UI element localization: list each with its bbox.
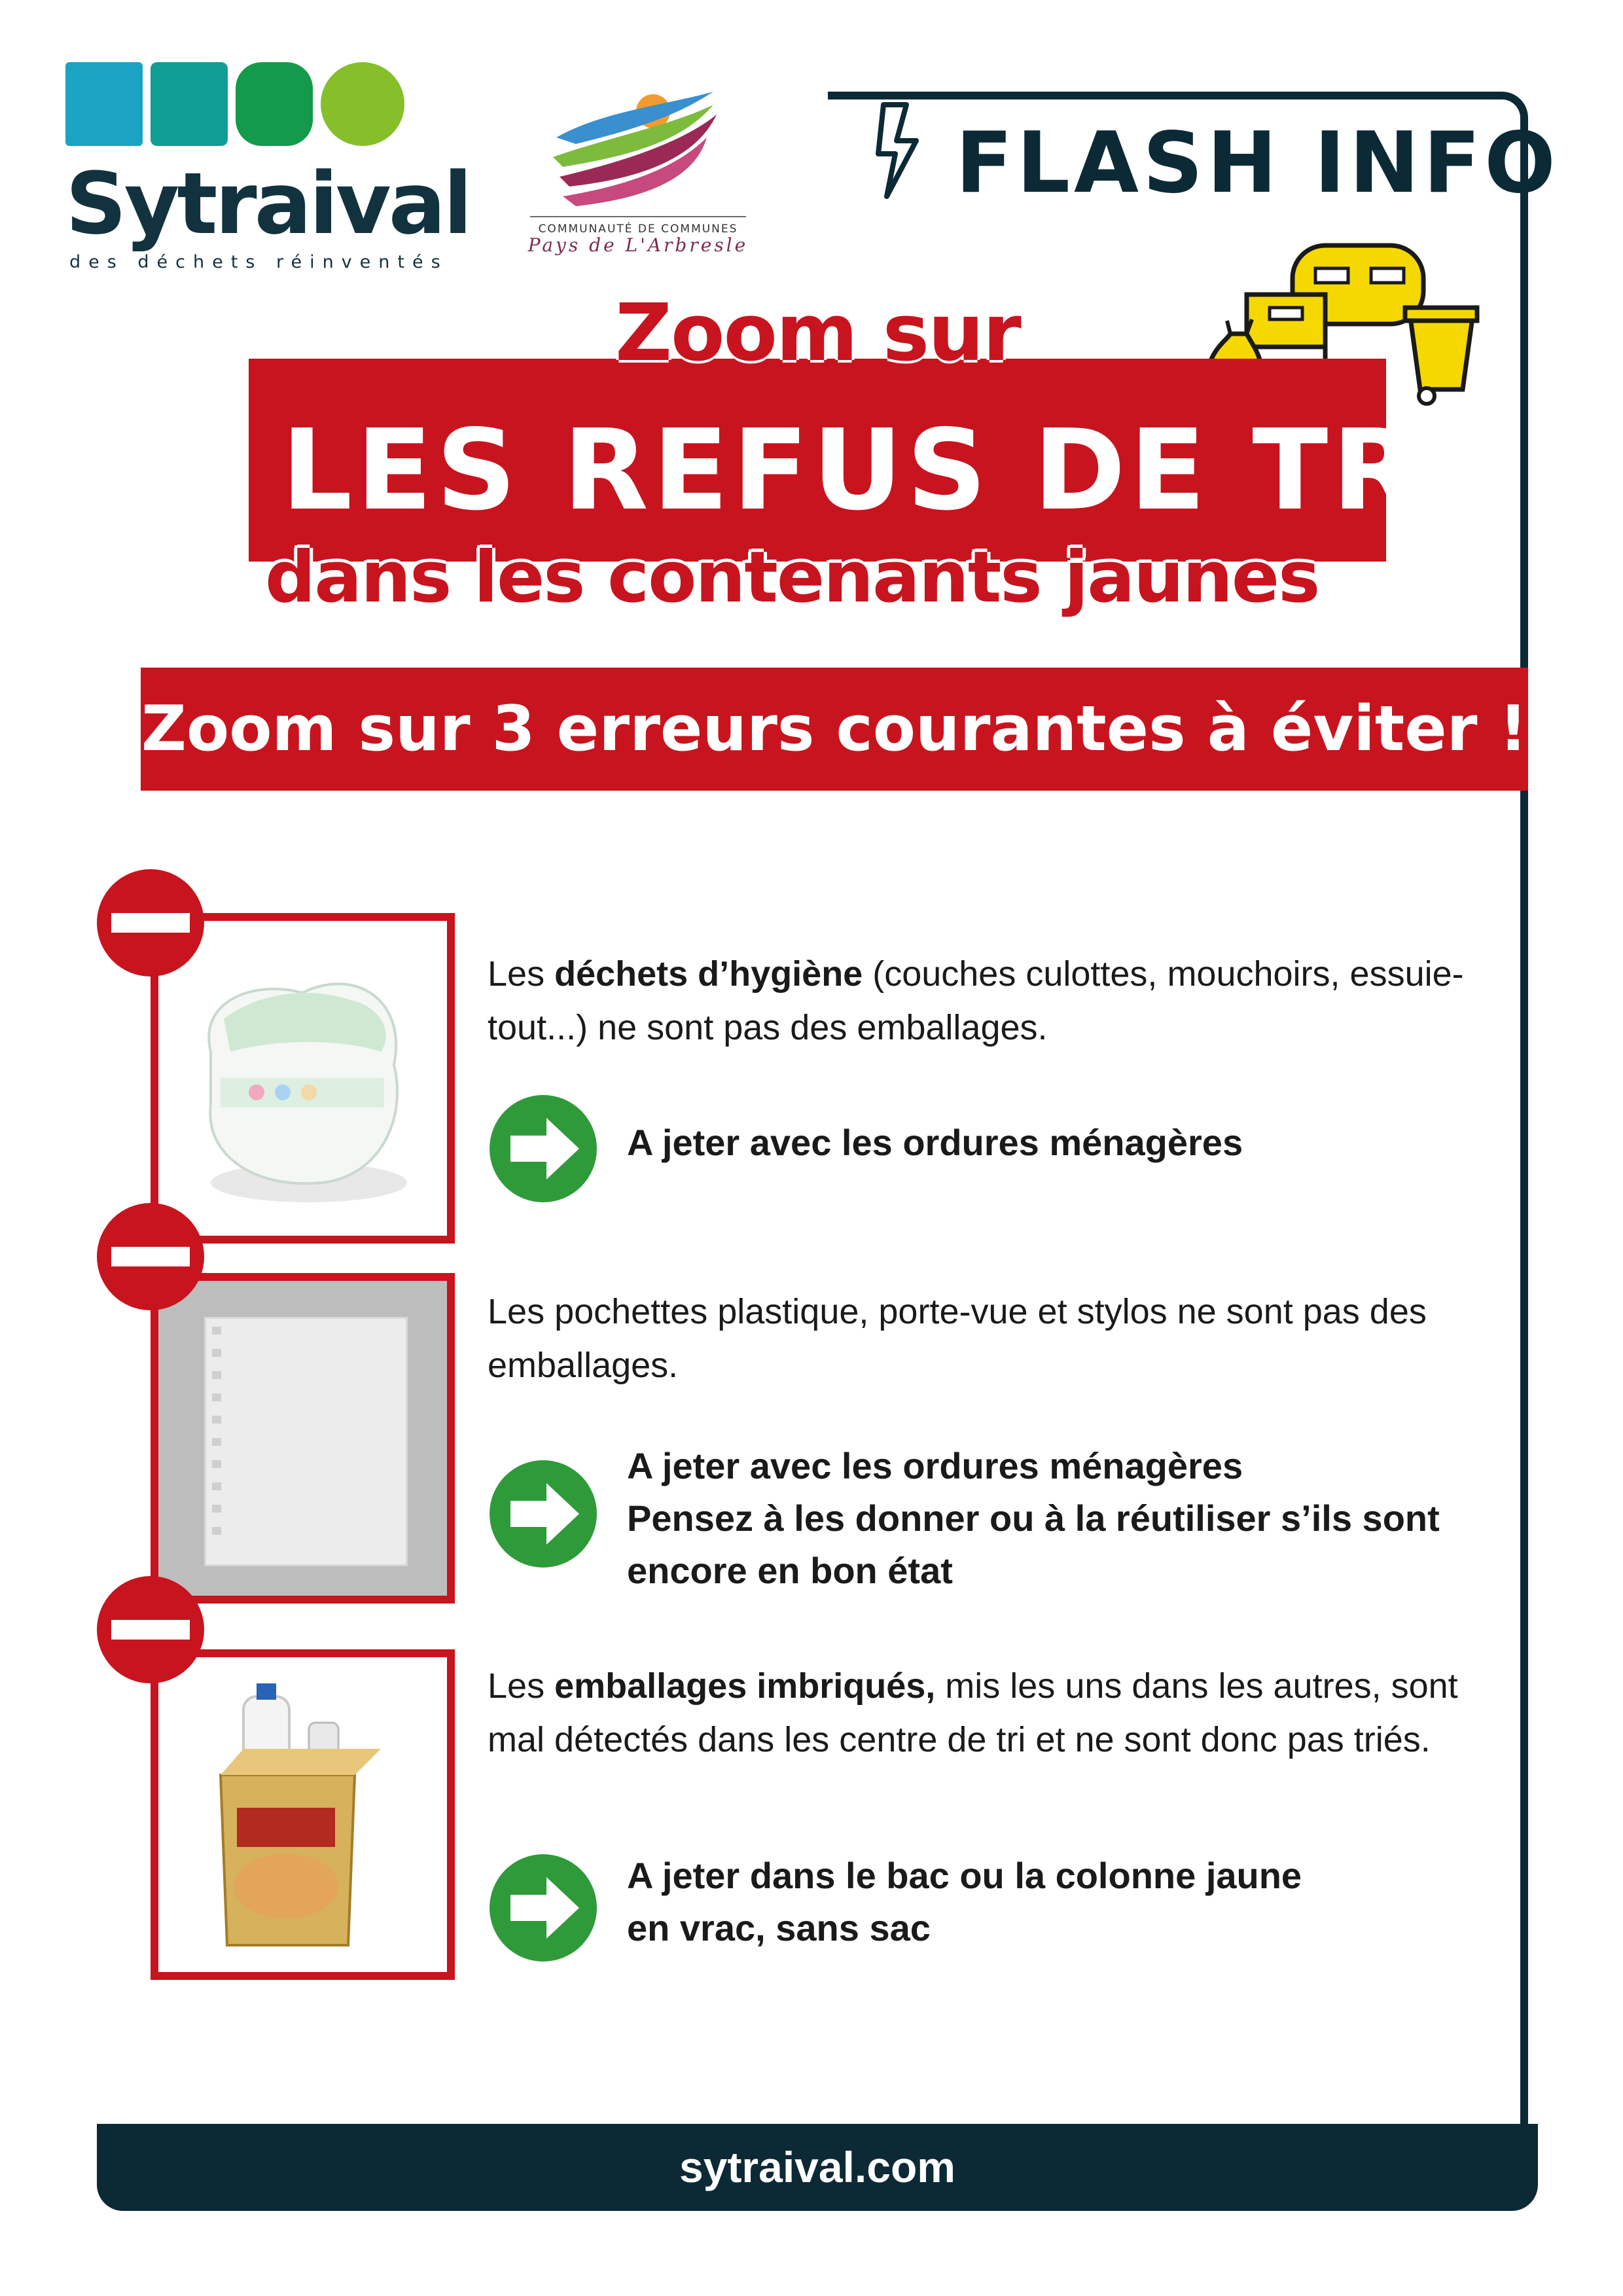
logo-square-blue: [65, 62, 143, 146]
lightning-icon: [870, 101, 929, 200]
arrow-right-icon: [488, 1852, 599, 1964]
item-2-text: Les pochettes plastique, porte-vue et stylos ne sont pas des emballages.: [488, 1292, 1427, 1385]
plastic-sleeve-image: [158, 1281, 447, 1596]
nested-packaging-image: [158, 1657, 447, 1972]
item-3-action: A jeter dans le bac ou la colonne jaune en vrac, sans sac: [627, 1855, 1302, 1948]
logo-tagline: des déchets réinventés: [69, 252, 448, 272]
item-2-photo-frame: [151, 1273, 455, 1604]
sub-title: dans les contenants jaunes: [265, 537, 1319, 619]
item-1-text: Les déchets d’hygiène (couches culottes, mouchoirs, essuie-tout...) ne sont pas des emballages.: [488, 954, 1464, 1047]
logo-circle-lime: [321, 62, 404, 146]
flash-info-title: FLASH INFO: [955, 115, 1560, 212]
no-entry-icon: [95, 1574, 206, 1685]
sytraival-logo: [65, 62, 470, 272]
zoom-sur-title: Zoom sur: [615, 288, 1020, 379]
item-3-photo-frame: [151, 1649, 455, 1980]
item-2-action: A jeter avec les ordures ménagères Pensez à les donner ou à la réutiliser s’ils sont encore en bon état: [627, 1445, 1440, 1591]
logo-name: Sytraival: [65, 154, 470, 253]
partner-line2: Pays de L'Arbresle: [527, 234, 749, 256]
logo-square-teal: [151, 62, 228, 146]
arbresle-logo: [497, 79, 772, 268]
errors-band: Zoom sur 3 erreurs courantes à éviter !: [141, 668, 1528, 791]
footer-url[interactable]: sytraival.com: [97, 2124, 1538, 2211]
no-entry-icon: [95, 867, 206, 978]
arrow-right-icon: [488, 1093, 599, 1204]
logo-square-green: [236, 62, 313, 146]
item-1-action: A jeter avec les ordures ménagères: [627, 1122, 1243, 1163]
main-title: LES REFUS DE TRI: [281, 406, 1467, 535]
arrow-right-icon: [488, 1458, 599, 1570]
partner-line1: COMMUNAUTÉ DE COMMUNES: [530, 216, 746, 236]
no-entry-icon: [95, 1201, 206, 1312]
arbresle-swoosh-icon: [497, 79, 772, 216]
item-3-text: Les emballages imbriqués, mis les uns dans les autres, sont mal détectés dans les centre de tri et ne sont donc pas triés.: [488, 1666, 1458, 1759]
